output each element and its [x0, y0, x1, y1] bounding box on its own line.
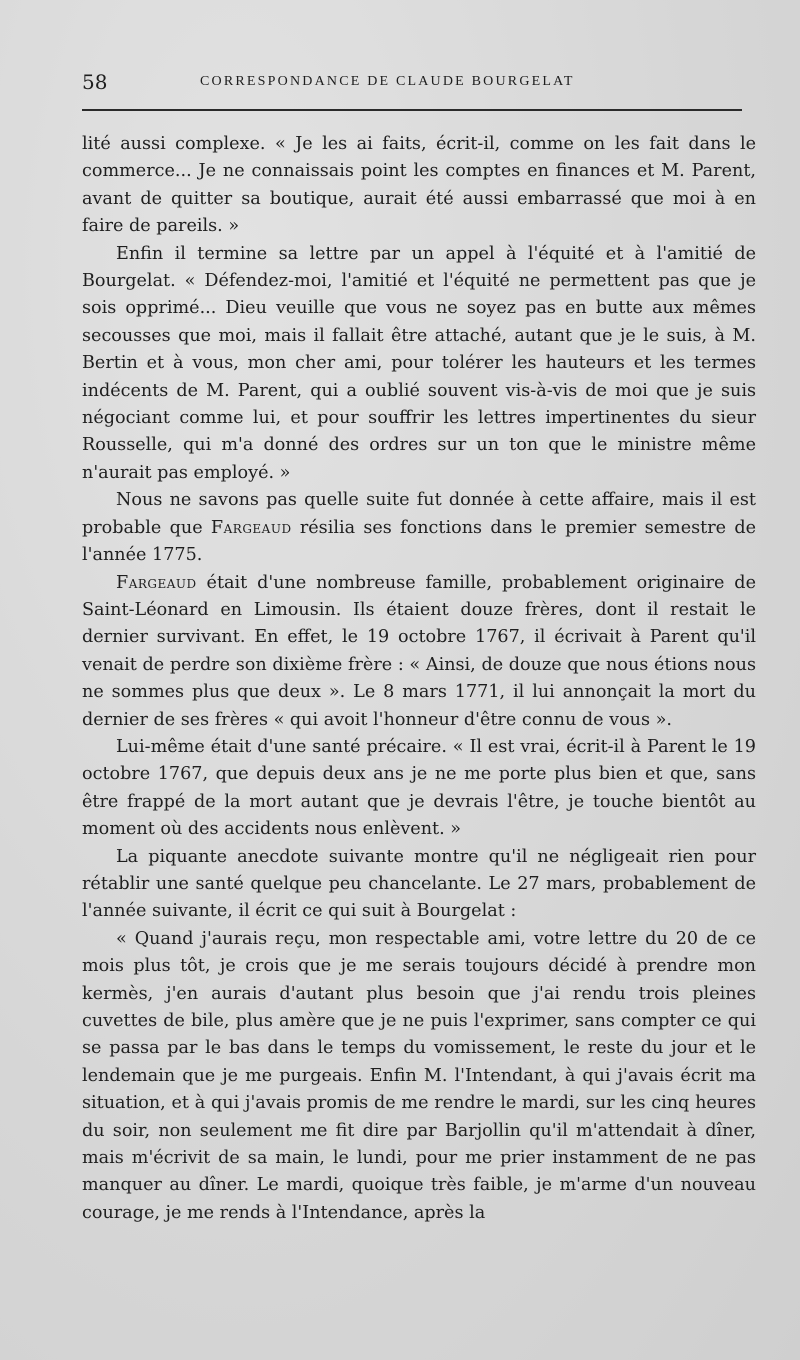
text-run: résilia ses fonctions dans le premier semestre de l'année 1775. [82, 517, 756, 566]
header-rule [82, 109, 742, 111]
text-run: était d'une nombreuse famille, probablement originaire de Saint-Léonard en Limousin. Ils étaient douze frères, dont il restait le dernier survivant. En effet, le 19 octobre 1767, il écrivait à Parent qu'il venait de perdre son dixième frère : « Ainsi, de douze que nous étions nous ne sommes plus que deux ». Le 8 mars 1771, il lui annonçait la mort du dernier de ses frères « qui avoit l'honneur d'être connu de vous ». [82, 572, 756, 730]
running-title: CORRESPONDANCE DE CLAUDE BOURGELAT [200, 74, 575, 89]
person-name: Fargeaud [116, 572, 197, 593]
body-text [82, 131, 756, 1227]
paragraph: Lui-même était d'une santé précaire. « Il est vrai, écrit-il à Parent le 19 octobre 1767, que depuis deux ans je ne me porte plus bien et que, sans être frappé de la mort autant que je devrais l'être, je touche bientôt au moment où des accidents nous enlèvent. » [82, 736, 756, 840]
person-name: Fargeaud [210, 517, 292, 538]
paragraph: Enfin il termine sa lettre par un appel à l'équité et à l'amitié de Bourgelat. « Défendez-moi, l'amitié et l'équité ne permettent pas que je sois opprimé... Dieu veuille que vous ne soyez pas en butte aux mêmes secousses que moi, mais il fallait être attaché, autant que je le suis, à M. Bertin et à vous, mon cher ami, pour tolérer les hauteurs et les termes indécents de M. Parent, qui a oublié souvent vis-à-vis de moi que je suis négociant comme lui, et pour souffrir les lettres impertinentes du sieur Rousselle, qui m'a donné des ordres sur un ton que le ministre même n'aurait pas employé. » [82, 243, 756, 483]
paragraph: lité aussi complexe. « Je les ai faits, écrit-il, comme on les fait dans le commerce... Je ne connaissais point les comptes en finances et M. Parent, avant de quitter sa boutique, aurait été aussi embarrassé que moi à en faire de pareils. » [82, 134, 756, 237]
paragraph [82, 570, 756, 734]
paragraph [82, 487, 756, 569]
paragraph: « Quand j'aurais reçu, mon respectable ami, votre lettre du 20 de ce mois plus tôt, je crois que je me serais toujours décidé à prendre mon kermès, j'en aurais d'autant plus besoin que j'ai rendu trois pleines cuvettes de bile, plus amère que je ne puis l'exprimer, sans compter ce qui se passa par le bas dans le temps du vomissement, le reste du jour et le lendemain que je me purgeais. Enfin M. l'Intendant, à qui j'avais écrit ma situation, et à qui j'avais promis de me rendre le mardi, sur les cinq heures du soir, non seulement me fit dire par Barjollin qu'il m'attendait à dîner, mais m'écrivit de sa main, le lundi, pour me prier instamment de ne pas manquer au dîner. Le mardi, quoique très faible, je m'arme d'un nouveau courage, je me rends à l'Intendance, après la [82, 928, 756, 1223]
running-head [82, 70, 742, 100]
paragraph: La piquante anecdote suivante montre qu'il ne négligeait rien pour rétablir une santé quelque peu chancelante. Le 27 mars, probablement de l'année suivante, il écrit ce qui suit à Bourgelat : [82, 846, 756, 922]
page-number: 58 [82, 70, 108, 94]
text-run: Nous ne savons pas quelle suite fut donnée à cette affaire, mais il est probable que [82, 490, 756, 538]
